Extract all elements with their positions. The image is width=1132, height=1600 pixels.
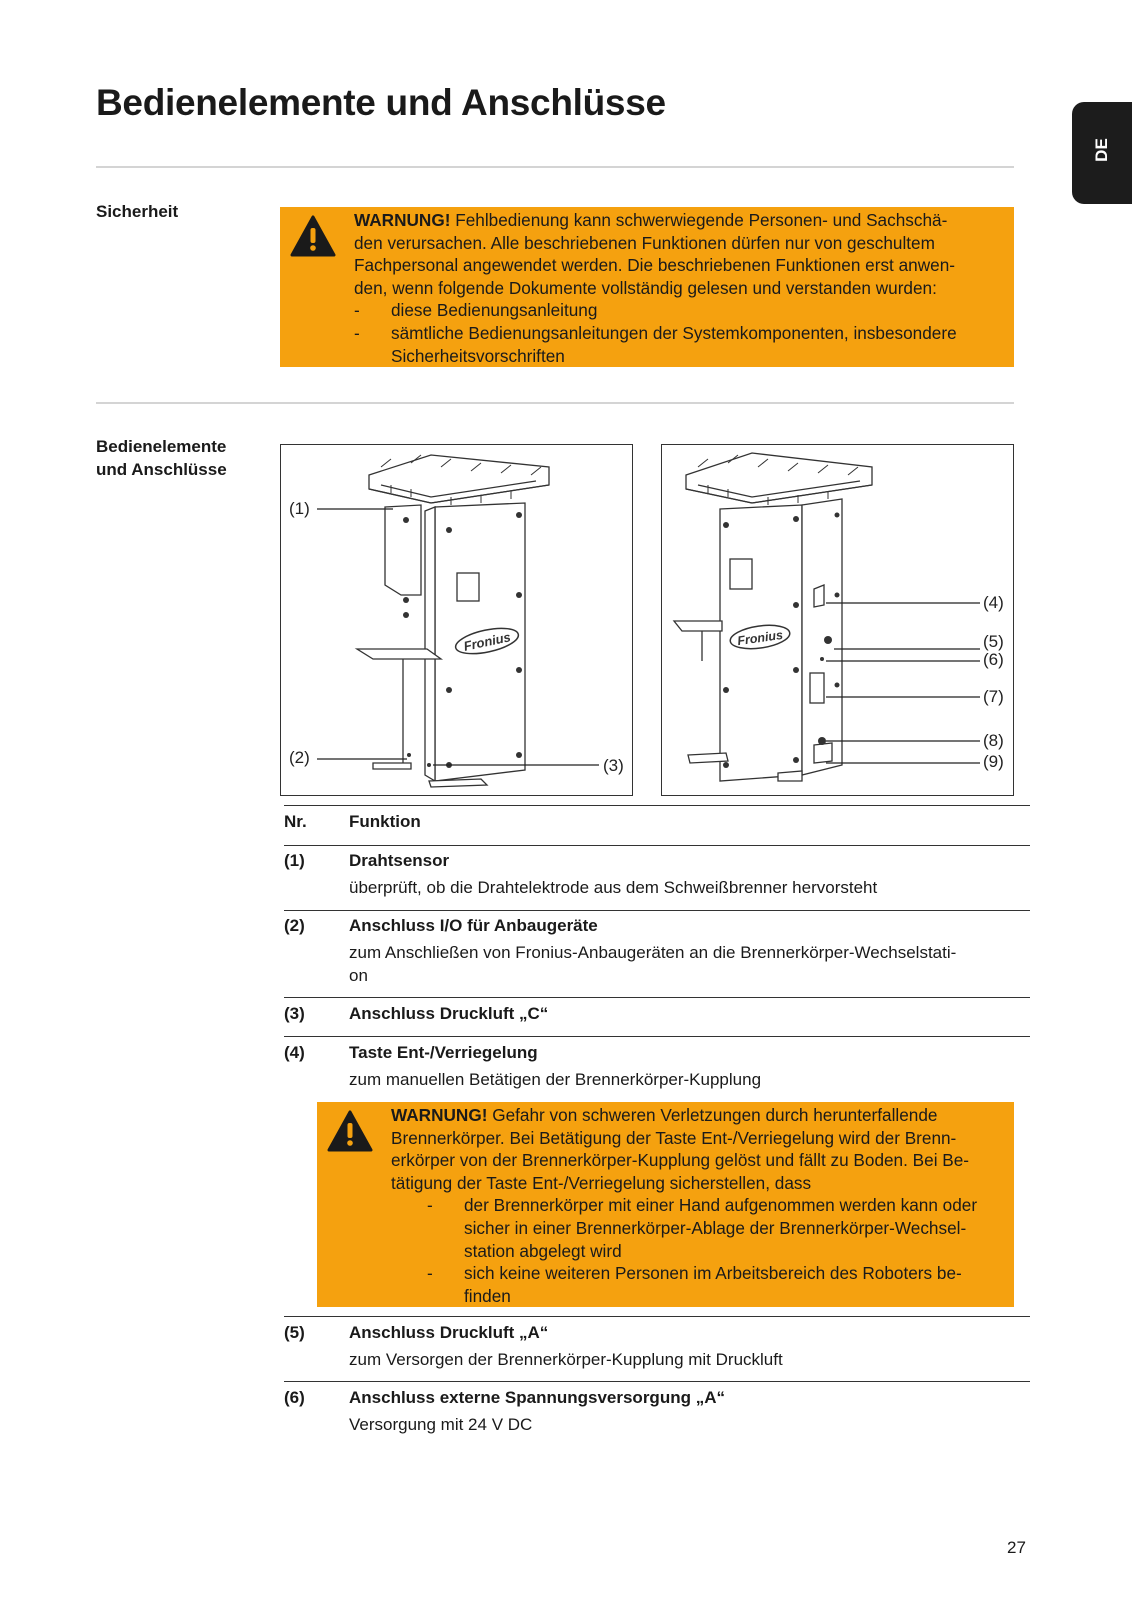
row-description <box>349 1068 1029 1091</box>
row-number: (6) <box>284 1388 305 1407</box>
row-number: (1) <box>284 851 305 870</box>
warning-line: Gefahr von schweren Verletzungen durch herunterfallende <box>492 1105 938 1125</box>
brand-logo: Fronius <box>462 629 512 654</box>
row-description-line: on <box>349 966 368 985</box>
row-description-line: überprüft, ob die Drahtelektrode aus dem Schweißbrenner hervorsteht <box>349 878 878 897</box>
row-title: Anschluss I/O für Anbaugeräte <box>349 916 598 935</box>
warning-line: erkörper von der Brennerkörper-Kupplung gelöst und fällt zu Boden. Bei Be- <box>391 1150 970 1171</box>
bullet-item: - diese Bedienungsanleitung <box>354 300 598 321</box>
unlock-warning-text <box>391 1104 1013 1307</box>
callout-label: (2) <box>289 748 310 767</box>
table-header-function: Funktion <box>349 812 421 831</box>
safety-warning-box <box>280 207 1014 367</box>
table-rule <box>284 1036 1030 1037</box>
divider <box>96 166 1014 168</box>
table-rule <box>284 910 1030 911</box>
station-illustration-front <box>281 445 632 795</box>
bullet-item: - sich keine weiteren Personen im Arbeitsbereich des Roboters be- finden <box>427 1263 962 1306</box>
row-description-line: Versorgung mit 24 V DC <box>349 1415 533 1434</box>
bullet-line: diese Bedienungsanleitung <box>391 300 598 321</box>
bullet-item: - sämtliche Bedienungsanleitungen der Systemkomponenten, insbesondere Sicherheitsvorschriften <box>354 322 957 366</box>
warning-line: Fehlbedienung kann schwerwiegende Personen- und Sachschä- <box>455 210 948 230</box>
page-number: 27 <box>1007 1538 1026 1557</box>
row-description <box>349 1348 1029 1371</box>
row-number: (4) <box>284 1043 305 1062</box>
callout-label: (4) <box>983 593 1004 612</box>
language-tab <box>1072 102 1132 204</box>
table-header-nr: Nr. <box>284 812 307 831</box>
figure-left <box>280 444 633 796</box>
language-tab-label: DE <box>1092 138 1111 162</box>
callout-label: (8) <box>983 731 1004 750</box>
warning-icon <box>290 215 336 257</box>
row-title: Anschluss externe Spannungsversorgung „A“ <box>349 1388 725 1407</box>
row-description <box>349 1413 1029 1436</box>
bullet-line: sicher in einer Brennerkörper-Ablage der Brennerkörper-Wechsel- <box>464 1217 967 1238</box>
row-description <box>349 876 1029 899</box>
station-illustration-side <box>662 445 1013 795</box>
row-number: (2) <box>284 916 305 935</box>
warning-line: den verursachen. Alle beschriebenen Funktionen dürfen nur von geschultem <box>354 232 935 253</box>
callout-label: (1) <box>289 499 310 518</box>
row-description-line: zum Anschließen von Fronius-Anbaugeräten an die Brennerkörper-Wechselstati- <box>349 943 957 962</box>
warning-line: Brennerkörper. Bei Betätigung der Taste Ent-/Verriegelung wird der Brenn- <box>391 1127 957 1148</box>
callout-label: (3) <box>603 756 624 775</box>
warning-icon <box>327 1110 373 1152</box>
page-title: Bedienelemente und Anschlüsse <box>96 82 666 123</box>
bullet-line: finden <box>464 1285 511 1306</box>
bullet-line: sämtliche Bedienungsanleitungen der Systemkomponenten, insbesondere <box>391 322 957 343</box>
row-number: (3) <box>284 1004 305 1023</box>
callout-label: (9) <box>983 752 1004 771</box>
warning-line: den, wenn folgende Dokumente vollständig gelesen und verstanden wurden: <box>354 277 937 298</box>
row-description <box>349 941 1029 987</box>
table-rule <box>284 1381 1030 1382</box>
row-description-line: zum manuellen Betätigen der Brennerkörper-Kupplung <box>349 1070 762 1089</box>
row-number: (5) <box>284 1323 305 1342</box>
bullet-line: sich keine weiteren Personen im Arbeitsbereich des Roboters be- <box>464 1263 962 1284</box>
table-rule <box>284 845 1030 846</box>
row-title: Anschluss Druckluft „A“ <box>349 1323 549 1342</box>
warning-heading: WARNUNG! <box>391 1105 488 1125</box>
warning-heading: WARNUNG! <box>354 210 451 230</box>
bullet-line: der Brennerkörper mit einer Hand aufgenommen werden kann oder <box>464 1195 978 1216</box>
table-rule <box>284 1316 1030 1317</box>
row-title: Drahtsensor <box>349 851 450 870</box>
callout-label: (6) <box>983 650 1004 669</box>
unlock-warning-box <box>317 1102 1014 1307</box>
table-rule <box>284 997 1030 998</box>
figure-right <box>661 444 1014 796</box>
warning-line: Fachpersonal angewendet werden. Die beschriebenen Funktionen erst anwen- <box>354 255 955 276</box>
section-label-controls <box>96 435 227 481</box>
section-label-safety: Sicherheit <box>96 202 179 221</box>
brand-logo: Fronius <box>736 627 784 649</box>
bullet-item: - der Brennerkörper mit einer Hand aufgenommen werden kann oder sicher in einer Brennerkörper-Ablage der Brennerkörper-Wechsel- station abgelegt wird <box>427 1195 978 1261</box>
callout-label: (5) <box>983 632 1004 651</box>
section-label-line: und Anschlüsse <box>96 460 227 479</box>
safety-warning-text <box>354 209 1014 367</box>
bullet-line: Sicherheitsvorschriften <box>391 345 565 366</box>
row-description-line: zum Versorgen der Brennerkörper-Kupplung mit Druckluft <box>349 1350 783 1369</box>
section-label-line: Bedienelemente <box>96 437 227 456</box>
warning-line: tätigung der Taste Ent-/Verriegelung sicherstellen, dass <box>391 1172 812 1193</box>
callout-label: (7) <box>983 687 1004 706</box>
divider <box>96 402 1014 404</box>
bullet-line: station abgelegt wird <box>464 1240 622 1261</box>
row-title: Anschluss Druckluft „C“ <box>349 1004 549 1023</box>
row-title: Taste Ent-/Verriegelung <box>349 1043 538 1062</box>
table-rule <box>284 805 1030 806</box>
